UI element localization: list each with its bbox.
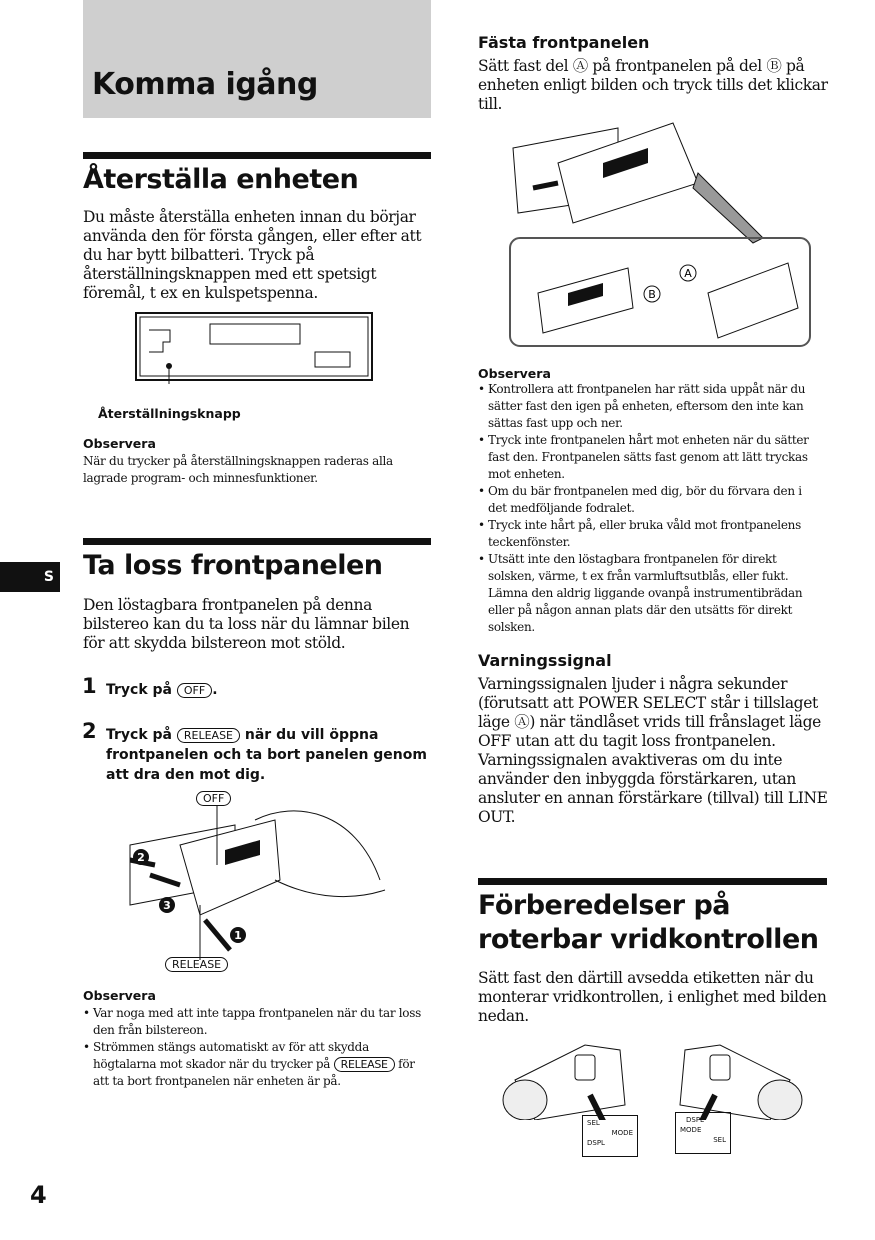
chapter-header	[83, 0, 431, 118]
callout-b: B	[648, 288, 656, 301]
off-key: OFF	[177, 683, 212, 698]
note-text: Strömmen stängs automatiskt av för att skydda högtalarna mot skador när du trycker på	[93, 1040, 369, 1071]
release-key: RELEASE	[177, 728, 240, 743]
section-rule	[83, 538, 431, 545]
fig-off-label: OFF	[196, 791, 231, 806]
attach-body: Sätt fast del Ⓐ på frontpanelen på del Ⓑ på enheten enligt bilden och tryck tills det klickar till.	[478, 57, 828, 113]
note-item: • Tryck inte hårt på, eller bruka våld mot frontpanelens teckenfönster.	[478, 517, 823, 551]
label-sel: SEL	[587, 1119, 600, 1127]
detach-note-title: Observera	[83, 988, 156, 1003]
step-2	[82, 719, 431, 785]
reset-note: När du trycker på återställningsknappen raderas alla lagrade program- och minnesfunktioner.	[83, 454, 393, 485]
reset-heading: Återställa enheten	[83, 164, 359, 195]
step-text: Tryck på	[106, 682, 172, 698]
reset-body: Du måste återställa enheten innan du börjar använda den för första gången, eller efter att du har bytt bilbatteri. Tryck på återställningsknappen med ett spetsigt föremål, t ex en kulspetspenna.	[83, 208, 422, 302]
callout-1: 1	[234, 929, 242, 942]
section-rule	[478, 878, 827, 885]
step-text: när du vill öppna frontpanelen och ta bort panelen genom att dra den mot dig.	[106, 727, 427, 783]
step-number: 1	[82, 674, 97, 698]
label-mode: MODE	[611, 1129, 633, 1137]
label-dspl: DSPL	[587, 1139, 605, 1147]
attach-figure	[508, 118, 813, 350]
reset-note-title: Observera	[83, 436, 156, 451]
label-dspl: DSPL	[686, 1116, 704, 1124]
label-mode: MODE	[680, 1126, 702, 1134]
note-item: • Tryck inte frontpanelen hårt mot enheten när du sätter fast den. Frontpanelen sätts fast genom att lätt tryckas mot enheten.	[478, 432, 823, 483]
note-item: • Om du bär frontpanelen med dig, bör du förvara den i det medföljande fodralet.	[478, 483, 823, 517]
detach-heading: Ta loss frontpanelen	[83, 550, 383, 581]
callout-a: A	[684, 267, 692, 280]
callout-3: 3	[163, 899, 171, 912]
note-item	[83, 1039, 433, 1090]
callout-2: 2	[137, 851, 145, 864]
alarm-body: Varningssignalen ljuder i några sekunder (förutsatt att POWER SELECT står i tillslaget läge Ⓐ) när tändlåset vrids till frånslaget läge OFF utan att du tagit loss frontpanelen. Varningssignalen avaktiveras om du inte använder den inbyggda förstärkaren, utan ansluter en annan förstärkare (tillval) till LINE OUT.	[478, 675, 828, 826]
release-key: RELEASE	[334, 1057, 395, 1072]
step-1	[82, 674, 431, 700]
page-number: 4	[30, 1181, 47, 1209]
language-tab-label: S	[43, 569, 54, 585]
attach-note-title: Observera	[478, 366, 551, 381]
rotary-label-left	[582, 1115, 638, 1157]
alarm-heading: Varningssignal	[478, 651, 612, 670]
note-text: för att ta bort frontpanelen när enheten är på.	[93, 1057, 415, 1088]
reset-button-label: Återställningsknapp	[98, 406, 241, 421]
rotary-figure-right	[670, 1030, 810, 1120]
language-tab	[0, 562, 60, 592]
note-item: • Var noga med att inte tappa frontpanelen när du tar loss den från bilstereon.	[83, 1005, 433, 1039]
rotary-body: Sätt fast den därtill avsedda etiketten när du monterar vridkontrollen, i enlighet med bilden nedan.	[478, 969, 827, 1025]
step-text: Tryck på	[106, 727, 172, 743]
detach-body: Den löstagbara frontpanelen på denna bilstereo kan du ta loss när du lämnar bilen för att skydda bilstereon mot stöld.	[83, 596, 410, 652]
rotary-figure-left	[495, 1030, 635, 1120]
step-text: .	[212, 682, 218, 698]
detach-notes	[83, 1005, 433, 1090]
reset-figure	[135, 312, 375, 384]
attach-heading: Fästa frontpanelen	[478, 33, 650, 52]
note-item: • Utsätt inte den löstagbara frontpanelen för direkt solsken, värme, t ex från varmluftsutblås, eller fukt. Lämna den aldrig liggande ovanpå instrumentibrädan eller på någon annan plats där den utsätts för direkt solsken.	[478, 551, 823, 636]
detach-figure	[125, 790, 395, 975]
step-number: 2	[82, 719, 97, 743]
rotary-label-right	[675, 1112, 731, 1154]
note-item: • Kontrollera att frontpanelen har rätt sida uppåt när du sätter fast den igen på enheten, eftersom den inte kan sättas fast upp och ner.	[478, 381, 823, 432]
attach-notes	[478, 381, 823, 636]
section-rule	[83, 152, 431, 159]
rotary-heading: Förberedelser på roterbar vridkontrollen	[478, 890, 819, 955]
fig-release-label: RELEASE	[165, 957, 228, 972]
chapter-title: Komma igång	[92, 67, 318, 102]
label-sel: SEL	[713, 1136, 726, 1144]
